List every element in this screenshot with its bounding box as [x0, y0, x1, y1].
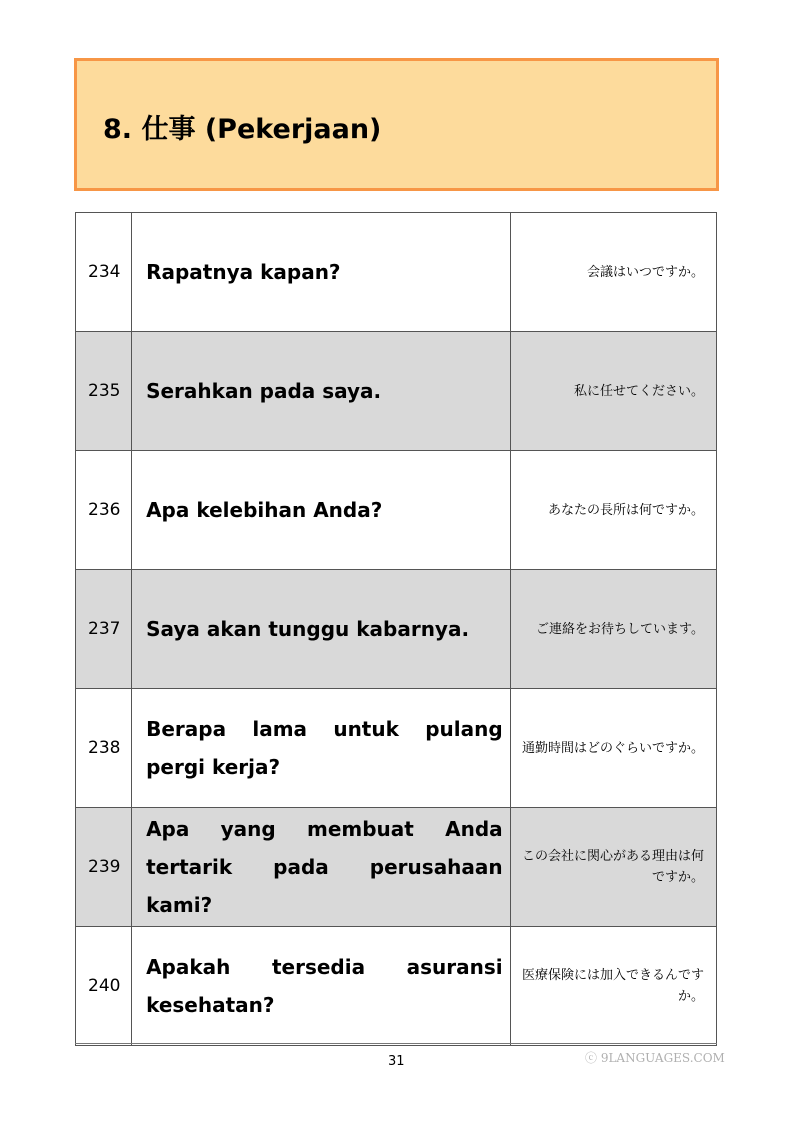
indonesian-phrase: Apa yang membuat Anda tertarik pada perusahaan kami? — [132, 808, 511, 927]
bottom-divider — [75, 1043, 717, 1044]
indonesian-phrase: Berapa lama untuk pulang pergi kerja? — [132, 689, 511, 808]
japanese-translation: 会議はいつですか。 — [510, 213, 716, 332]
japanese-translation: あなたの長所は何ですか。 — [510, 451, 716, 570]
table-row — [76, 570, 717, 689]
phrase-number: 239 — [76, 808, 132, 927]
japanese-translation: この会社に関心がある理由は何ですか。 — [510, 808, 716, 927]
indonesian-phrase: Rapatnya kapan? — [132, 213, 511, 332]
phrase-number: 240 — [76, 927, 132, 1046]
phrase-number: 238 — [76, 689, 132, 808]
table-row — [76, 451, 717, 570]
table-row — [76, 332, 717, 451]
japanese-translation: 私に任せてください。 — [510, 332, 716, 451]
indonesian-phrase: Saya akan tunggu kabarnya. — [132, 570, 511, 689]
phrase-number: 236 — [76, 451, 132, 570]
indonesian-phrase: Serahkan pada saya. — [132, 332, 511, 451]
table-row — [76, 689, 717, 808]
table-row — [76, 213, 717, 332]
phrase-number: 235 — [76, 332, 132, 451]
section-header — [74, 58, 719, 191]
phrase-number: 237 — [76, 570, 132, 689]
phrase-number: 234 — [76, 213, 132, 332]
copyright-notice: ⓒ 9LANGUAGES.COM — [585, 1051, 725, 1065]
section-title: 8. 仕事 (Pekerjaan) — [103, 114, 382, 145]
japanese-translation: 医療保険には加入できるんですか。 — [510, 927, 716, 1046]
table-row — [76, 808, 717, 927]
japanese-translation: 通勤時間はどのぐらいですか。 — [510, 689, 716, 808]
table-row — [76, 927, 717, 1046]
indonesian-phrase: Apa kelebihan Anda? — [132, 451, 511, 570]
phrase-table — [75, 212, 717, 1046]
page-number: 31 — [388, 1054, 405, 1069]
indonesian-phrase: Apakah tersedia asuransi kesehatan? — [132, 927, 511, 1046]
japanese-translation: ご連絡をお待ちしています。 — [510, 570, 716, 689]
